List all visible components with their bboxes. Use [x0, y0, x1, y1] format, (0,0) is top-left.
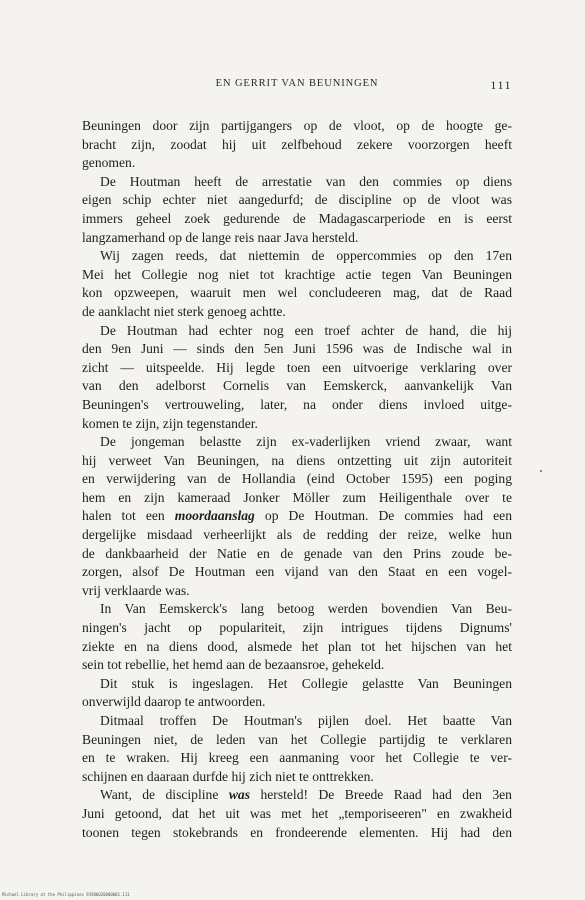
text-line: Ditmaal troffen De Houtman's pijlen doel. Het baatte Van [100, 713, 512, 728]
emphasis-was: was [228, 787, 250, 803]
text-line: onverwijld daarop te antwoorden. [82, 694, 266, 710]
text-line: hem en zijn kameraad Jonker Möller zum Heiligenthale over te [82, 489, 512, 505]
scan-footer-note: Michael Library at the Philippines 91980020000001.111 [2, 892, 130, 897]
text-fragment: halen tot een [82, 508, 175, 524]
running-head [82, 78, 512, 96]
text-line: Mei het Collegie nog niet tot krachtige actie tegen Van Beuningen [82, 266, 512, 282]
text-fragment: hersteld! De Breede Raad had den 3en [250, 787, 512, 803]
text-line: langzamerhand op de lange reis naar Java hersteld. [82, 229, 359, 245]
page-number: 111 [490, 78, 512, 92]
text-line: ziekte en na diens dood, alsmede het plan tot het hijschen van het [82, 638, 512, 654]
text-line: komen te zijn, zijn tegenstander. [82, 415, 258, 431]
text-line: bracht zijn, zoodat hij uit zelfbehoud zekere voorzorgen heeft [82, 136, 512, 152]
text-line: van den adelborst Cornelis van Eemskerck, aanvankelijk Van [82, 378, 512, 394]
text-line: De Houtman heeft de arrestatie van den commies op diens [100, 173, 512, 189]
emphasis-moordaanslag: moordaanslag [174, 508, 255, 524]
text-line: Beuningen door zijn partijgangers op de vloot, op de hoogte ge- [82, 118, 512, 133]
text-line: genomen. [82, 155, 136, 171]
text-line: Beuningen's vertrouweling, later, na onder diens invloed uitge- [82, 396, 512, 412]
text-line: De jongeman belastte zijn ex-vaderlijken vriend zwaar, want [100, 434, 512, 450]
text-line: de dankbaarheid der Natie en de genade van den Prins zoude be- [82, 545, 512, 561]
text-line: Dit stuk is ingeslagen. Het Collegie gelastte Van Beuningen [100, 675, 512, 691]
text-line: den 9en Juni — sinds den 5en Juni 1596 was de Indische wal in [82, 341, 512, 357]
text-line: toonen tegen stokebrands en frondeerende elementen. Hij had den [82, 824, 512, 840]
text-line: vrij verklaarde was. [82, 582, 190, 598]
text-line [82, 507, 512, 526]
text-line: hij verweet Van Beuningen, na diens ontzetting uit zijn autoriteit [82, 452, 512, 468]
text-line: Wij zagen reeds, dat niettemin de oppercommies op den 17en [100, 248, 512, 264]
text-line: In Van Eemskerck's lang betoog werden bovendien Van Beu- [100, 601, 512, 617]
text-line: en verwijdering van de Hollandia (eind October 1595) een poging [82, 471, 512, 487]
text-line: eigen schip echter niet aangedurfd; de discipline op de vloot was [82, 192, 512, 208]
body-text [82, 117, 512, 842]
text-line: Beuningen niet, de leden van het Collegie partijdig te verklaren [82, 731, 512, 747]
paper-speck [540, 470, 542, 472]
text-line: De Houtman had echter nog een troef achter de hand, die hij [100, 322, 512, 338]
text-line: dergelijke misdaad verheerlijkt als de redding der reize, welke hun [82, 527, 512, 543]
text-line: zorgen, alsof De Houtman een vijand van den Staat en een vogel- [82, 564, 512, 580]
text-line: sein tot rebellie, het hemd aan de bezaansroe, gehekeld. [82, 657, 385, 673]
text-line: immers geheel zoek gedurende de Madagascarperiode en is eerst [82, 210, 512, 226]
text-line: kon opzweepen, waaruit men wel concludeeren mag, dat de Raad [82, 285, 512, 301]
text-line: ningen's jacht op populariteit, zijn intrigues tijdens Dignums' [82, 620, 512, 636]
text-line: schijnen en daaraan durfde hij zich niet te onttrekken. [82, 768, 374, 784]
text-line: Juni getoond, dat het uit was met het „temporiseeren" en zwakheid [82, 805, 512, 821]
text-line: de aanklacht niet sterk genoeg achtte. [82, 303, 286, 319]
text-fragment: Want, de discipline [100, 787, 229, 803]
text-fragment: op De Houtman. De commies had een [254, 508, 512, 524]
text-line: zicht — uitspeelde. Hij legde toen een uitvoerige verklaring over [82, 359, 512, 375]
text-line [82, 786, 512, 805]
running-title: EN GERRIT VAN BEUNINGEN [215, 78, 379, 89]
text-line: en te wraken. Hij kreeg een aanmaning voor het Collegie te ver- [82, 750, 512, 766]
